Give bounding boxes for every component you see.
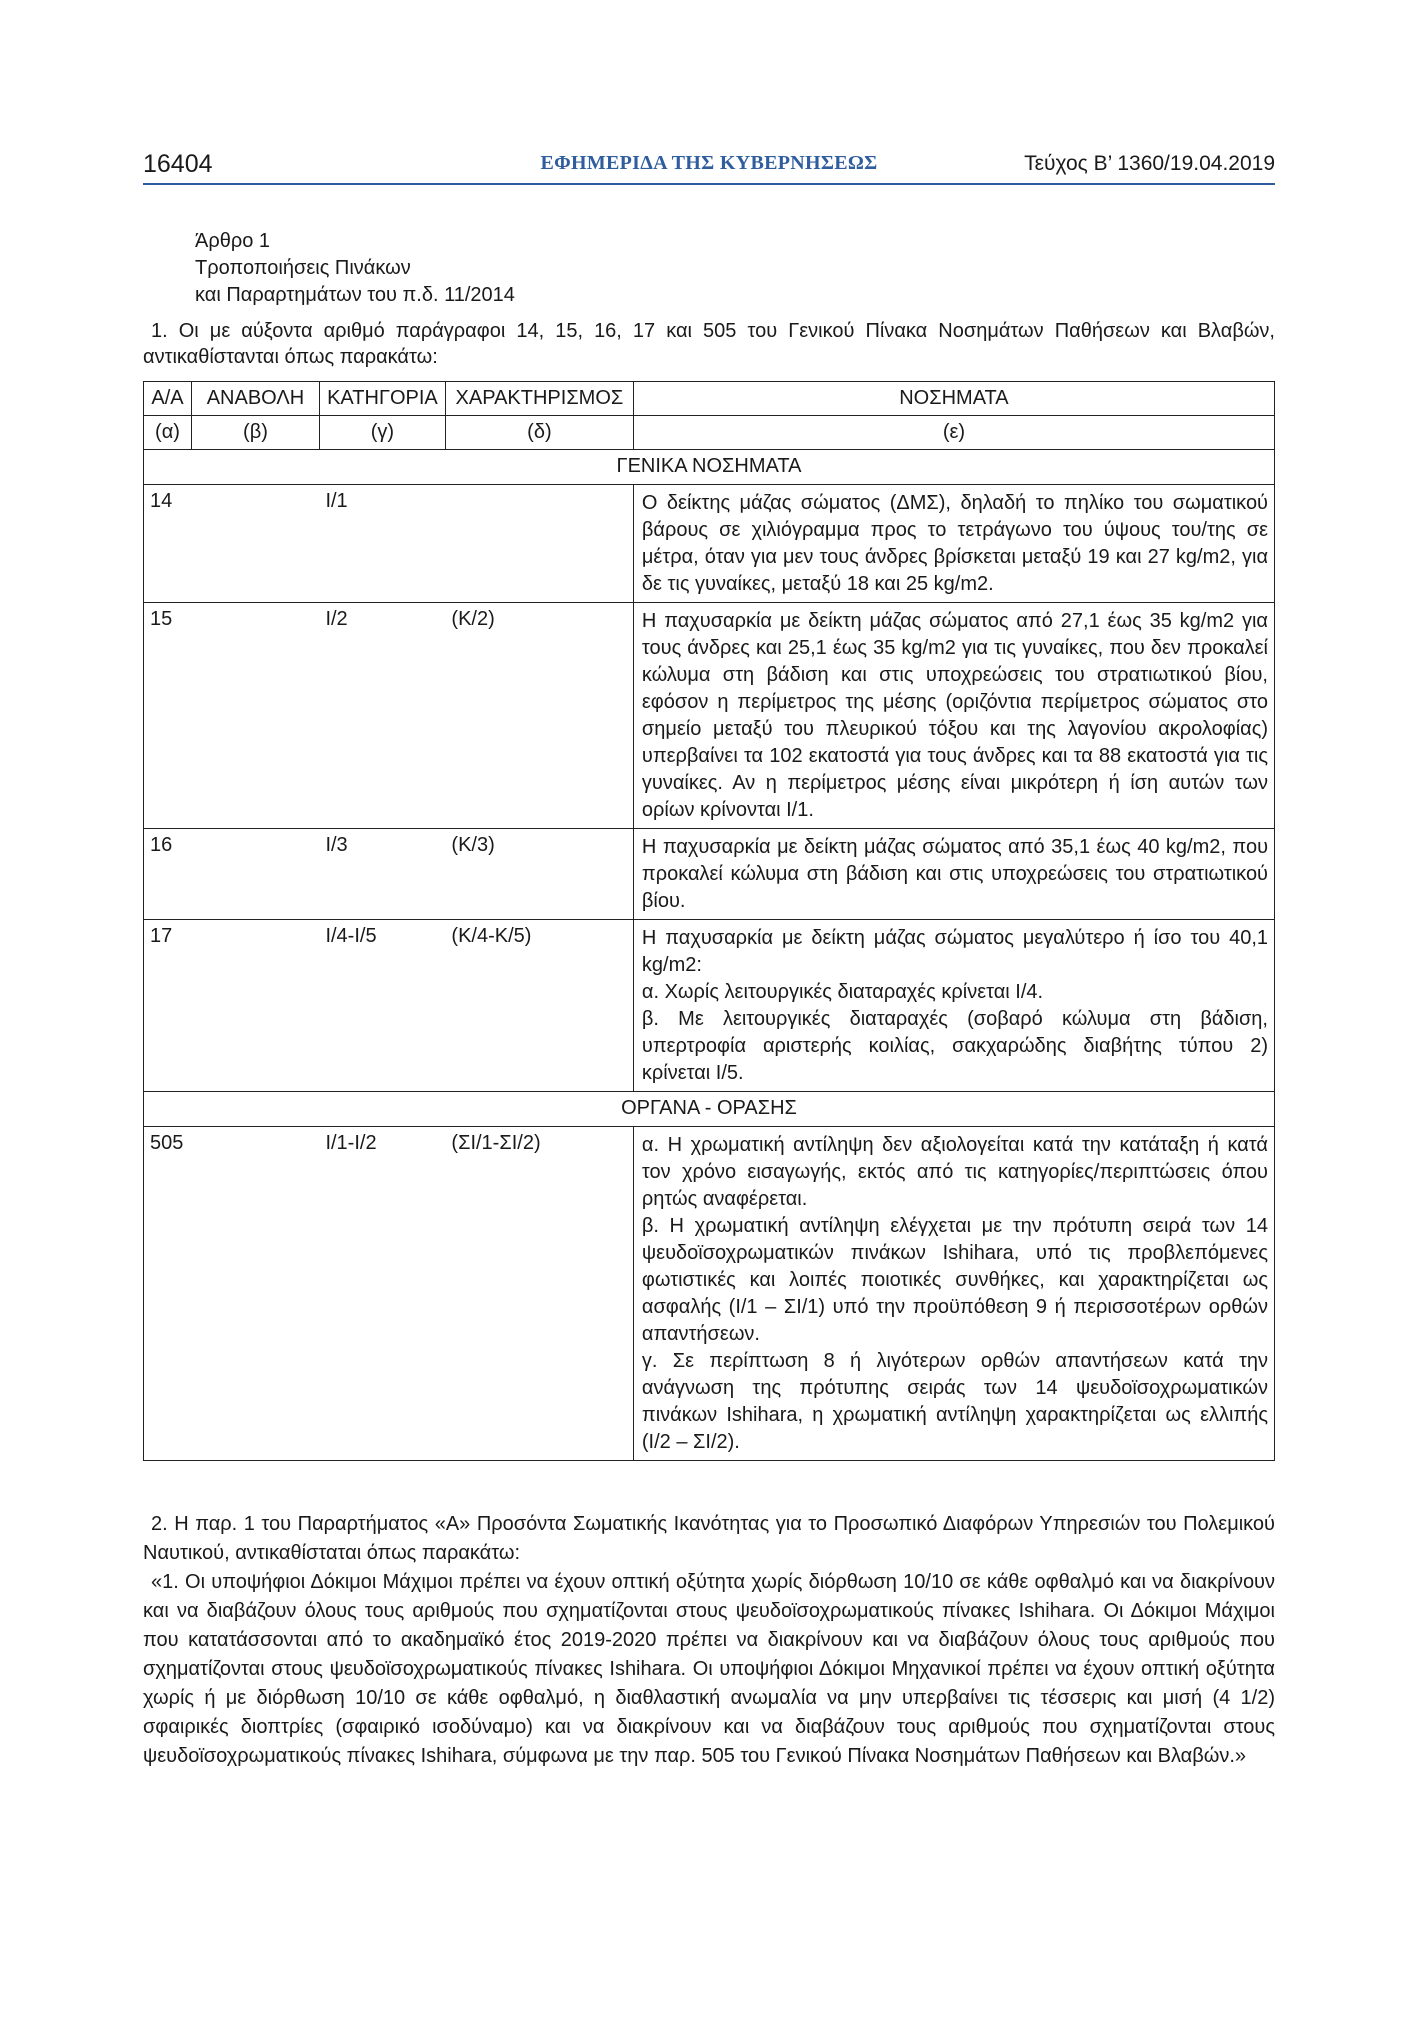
cell-katigoria: Ι/2 [319,603,445,829]
desc-line: Η παχυσαρκία με δείκτη μάζας σώματος μεγαλύτερο ή ίσο του 40,1 kg/m2: [641,927,1268,976]
intro-paragraph [143,318,1275,370]
table-subheader-row [144,416,1275,450]
article-title-line1: Τροποποιήσεις Πινάκων [195,257,411,279]
gazette-title: ΕΦΗΜΕΡΙΔΑ ΤΗΣ ΚΥΒΕΡΝΗΣΕΩΣ [540,152,878,174]
footer-paragraphs [143,1510,1275,1771]
cell-xar: (Κ/3) [445,829,633,920]
desc-line: β. Η χρωματική αντίληψη ελέγχεται με την πρότυπη σειρά των 14 ψευδοϊσοχρωματικών πινάκων Ishihara, υπό τις προβλεπόμενες φωτιστικές και λοιπές ποιοτικές συνθήκες, και χαρακτηρίζεται ως ασφαλής (Ι/1 – ΣΙ/1) υπό την προϋπόθεση 9 ή περισσοτέρων ορθών απαντήσεων. [641,1215,1268,1345]
cell-anavoli [191,1127,319,1461]
header-divider [143,183,1275,185]
subheader-cell: (ε) [633,416,1274,450]
subheader-cell: (β) [191,416,319,450]
paragraph-3: «1. Οι υποψήφιοι Δόκιμοι Μάχιμοι πρέπει να έχουν οπτική οξύτητα χωρίς διόρθωση 10/10 σε κάθε οφθαλμό και να διακρίνουν και να διαβάζουν όλους τους αριθμούς που σχηματίζονται στους ψευδοϊσοχρωματικούς πίνακες Ishihara. Οι Δόκιμοι Μάχιμοι που κατατάσσονται από το ακαδημαϊκό έτος 2019-2020 πρέπει να διακρίνουν και να διαβάζουν όλους τους αριθμούς που σχηματίζονται στους ψευδοϊσοχρωματικούς πίνακες Ishihara. Οι υποψήφιοι Δόκιμοι Μηχανικοί πρέπει να έχουν οπτική οξύτητα χωρίς ή με διόρθωση 10/10 σε κάθε οφθαλμό, η διαθλαστική ανωμαλία να μην υπερβαίνει τις τέσσερις και μισή (4 1/2) σφαιρικές διοπτρίες (σφαιρικό ισοδύναμο) και να διακρίνουν και να διαβάζουν τους αριθμούς που σχηματίζονται στους ψευδοϊσοχρωματικούς πίνακες Ishihara, σύμφωνα με την παρ. 505 του Γενικού Πίνακα Νοσημάτων Παθήσεων και Βλαβών.» [143,1571,1275,1767]
section-row [144,1092,1275,1127]
cell-katigoria: Ι/3 [319,829,445,920]
article-title-line2: και Παραρτημάτων του π.δ. 11/2014 [195,284,515,306]
cell-aa: 15 [144,603,192,829]
subheader-cell: (α) [144,416,192,450]
header-cell: ΑΝΑΒΟΛΗ [191,382,319,416]
subheader-cell: (δ) [445,416,633,450]
paragraph-2: 2. Η παρ. 1 του Παραρτήματος «Α» Προσόντα Σωματικής Ικανότητας για το Προσωπικό Διαφόρων Υπηρεσιών του Πολεμικού Ναυτικού, αντικαθίσταται όπως παρακάτω: [143,1513,1275,1564]
table-row [144,485,1275,603]
header-cell: ΧΑΡΑΚΤΗΡΙΣΜΟΣ [445,382,633,416]
section-title: ΓΕΝΙΚΑ ΝΟΣΗΜΑΤΑ [144,450,1275,485]
cell-desc: Η παχυσαρκία με δείκτη μάζας σώματος από 35,1 έως 40 kg/m2, που προκαλεί κώλυμα στη βάδιση και στις υποχρεώσεις του στρατιωτικού βίου. [633,829,1274,920]
intro-text: 1. Οι με αύξοντα αριθμό παράγραφοι 14, 15, 16, 17 και 505 του Γενικού Πίνακα Νοσημάτων Παθήσεων και Βλαβών, αντικαθίστανται όπως παρακάτω: [143,320,1275,368]
desc-line: γ. Σε περίπτωση 8 ή λιγότερων ορθών απαντήσεων κατά την ανάγνωση της πρότυπης σειράς των 14 ψευδοϊσοχρωματικών πινάκων Ishihara, η χρωματική αντίληψη χαρακτηρίζεται ως ελλιπής (Ι/2 – ΣΙ/2). [641,1350,1268,1453]
cell-anavoli [191,920,319,1092]
cell-aa: 17 [144,920,192,1092]
cell-aa: 14 [144,485,192,603]
page-header [143,150,1275,184]
cell-anavoli [191,829,319,920]
issue-number: Τεύχος Β’ 1360/19.04.2019 [1024,152,1275,175]
article-number: Άρθρο 1 [195,230,271,252]
cell-desc [633,920,1274,1092]
cell-anavoli [191,603,319,829]
desc-line: α. Η χρωματική αντίληψη δεν αξιολογείται κατά την κατάταξη ή κατά τον χρόνο εισαγωγής, εκτός από τις κατηγορίες/περιπτώσεις όπου ρητώς αναφέρεται. [641,1134,1268,1210]
cell-aa: 16 [144,829,192,920]
page-number: 16404 [143,150,213,178]
section-row [144,450,1275,485]
cell-xar: (ΣΙ/1-ΣΙ/2) [445,1127,633,1461]
table-row [144,603,1275,829]
cell-aa: 505 [144,1127,192,1461]
cell-xar: (Κ/2) [445,603,633,829]
desc-line: α. Χωρίς λειτουργικές διαταραχές κρίνεται Ι/4. [641,981,1044,1003]
header-cell: ΝΟΣΗΜΑΤΑ [633,382,1274,416]
cell-desc: Η παχυσαρκία με δείκτη μάζας σώματος από 27,1 έως 35 kg/m2 για τους άνδρες και 25,1 έως 35 kg/m2 για τις γυναίκες, που δεν προκαλεί κώλυμα στη βάδιση και στις υποχρεώσεις του στρατιωτικού βίου, εφόσον η περίμετρος της μέσης (οριζόντια περίμετρος σώματος στο σημείο μεταξύ του πλευρικού τόξου και της λαγονίου ακρολοφίας) υπερβαίνει τα 102 εκατοστά για τους άνδρες και τα 88 εκατοστά για τις γυναίκες. Αν η περίμετρος μέσης είναι μικρότερη ή ίση αυτών των ορίων κρίνονται Ι/1. [633,603,1274,829]
cell-xar [445,485,633,603]
header-cell: Α/Α [144,382,192,416]
cell-katigoria: Ι/4-Ι/5 [319,920,445,1092]
cell-xar: (Κ/4-Κ/5) [445,920,633,1092]
article-heading [195,228,515,309]
header-cell: ΚΑΤΗΓΟΡΙΑ [319,382,445,416]
table-row [144,829,1275,920]
subheader-cell: (γ) [319,416,445,450]
section-title: ΟΡΓΑΝΑ - ΟΡΑΣΗΣ [144,1092,1275,1127]
diseases-table [143,381,1275,1461]
cell-anavoli [191,485,319,603]
table-row [144,1127,1275,1461]
cell-katigoria: Ι/1 [319,485,445,603]
table-row [144,920,1275,1092]
cell-katigoria: Ι/1-Ι/2 [319,1127,445,1461]
desc-line: β. Με λειτουργικές διαταραχές (σοβαρό κώλυμα στη βάδιση, υπερτροφία αριστερής κοιλίας, σακχαρώδης διαβήτης τύπου 2) κρίνεται Ι/5. [641,1008,1268,1084]
table-header-row [144,382,1275,416]
cell-desc [633,1127,1274,1461]
cell-desc: Ο δείκτης μάζας σώματος (ΔΜΣ), δηλαδή το πηλίκο του σωματικού βάρους σε χιλιόγραμμα προς το τετράγωνο του ύψους του/της σε μέτρα, όταν για μεν τους άνδρες βρίσκεται μεταξύ 19 και 27 kg/m2, για δε τις γυναίκες, μεταξύ 18 και 25 kg/m2. [633,485,1274,603]
